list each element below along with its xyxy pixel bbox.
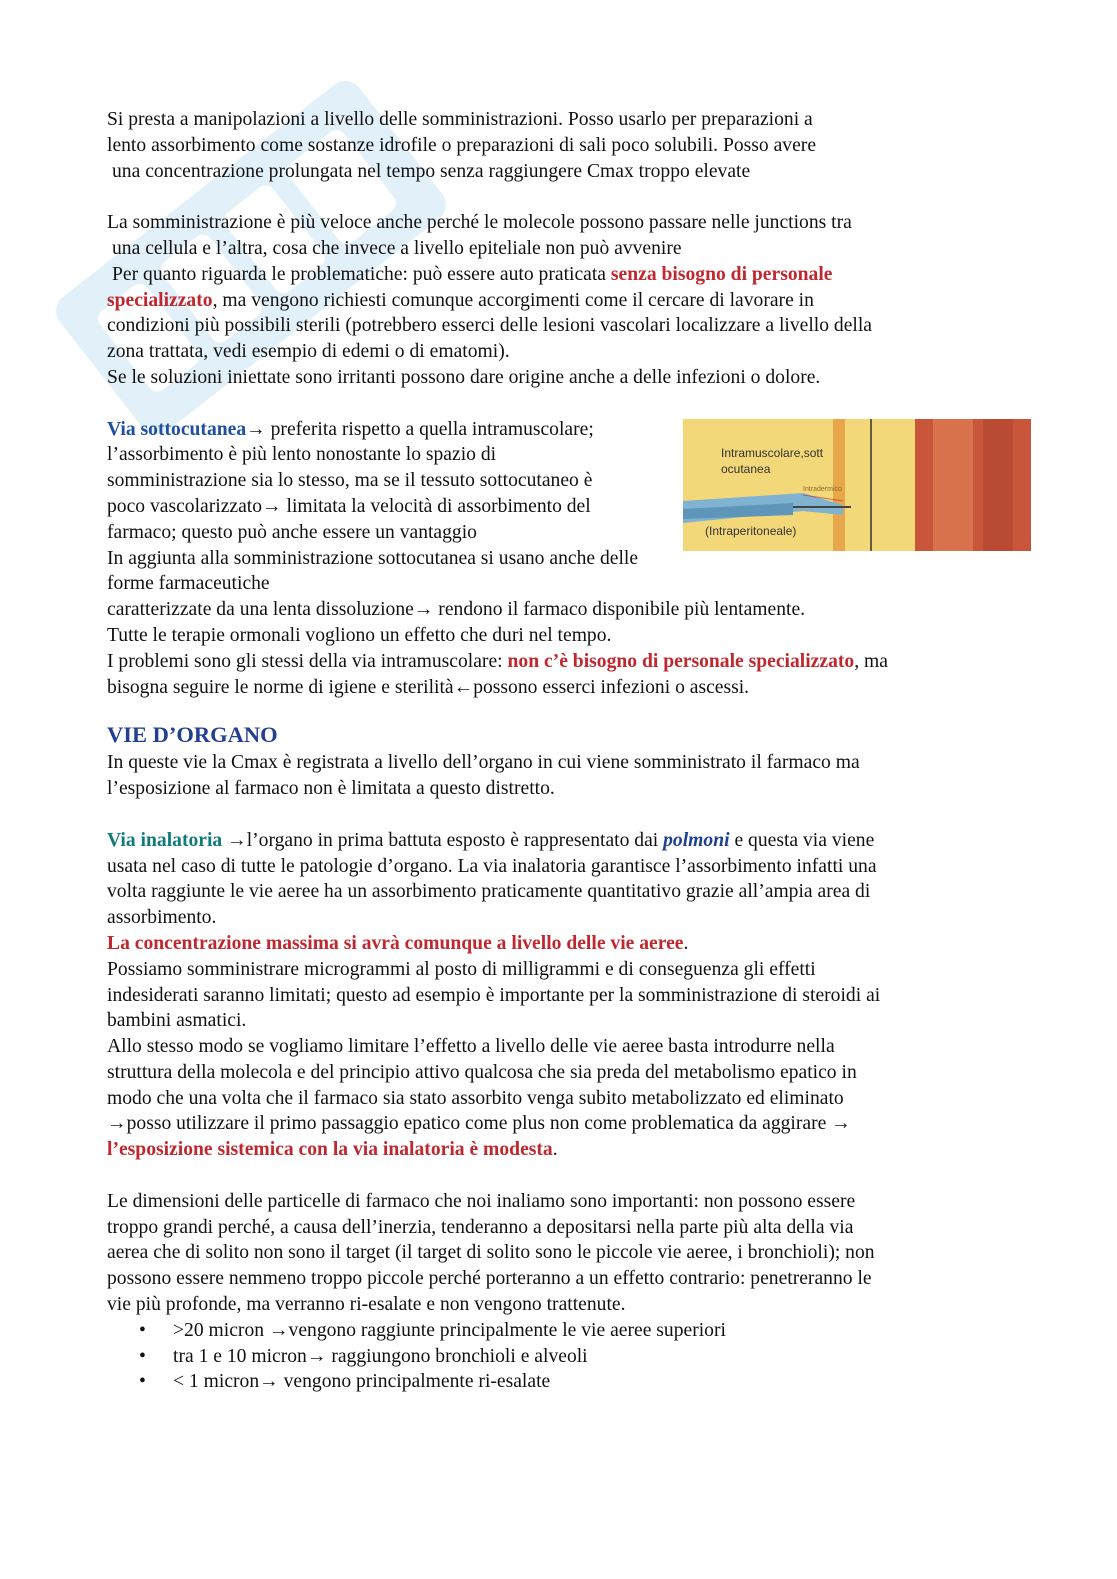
highlight-red: senza bisogno di personale — [610, 263, 833, 285]
highlight-red: non c’è bisogno di personale specializzato — [507, 650, 855, 672]
text-line: specializzato, ma vengono richiesti comunque accorgimenti come il cercare di lavorare in — [107, 289, 814, 311]
arrow-icon: → — [262, 495, 282, 517]
injection-figure — [683, 419, 1031, 551]
figure-label: Intramuscolare,sott — [721, 445, 824, 460]
text-line: Via sottocutanea→ preferita rispetto a quella intramuscolare; — [107, 418, 594, 440]
text-line: bambini asmatici. — [107, 1010, 247, 1032]
text-line: bisogna seguire le norme di igiene e sterilità←possono esserci infezioni o ascessi. — [107, 676, 750, 698]
text-line: vie più profonde, ma verranno ri-esalate e non vengono trattenute. — [107, 1294, 626, 1316]
text-line: struttura della molecola e del principio attivo qualcosa che sia preda del metabolismo epatico in — [107, 1061, 857, 1083]
text-line: La somministrazione è più veloce anche perché le molecole possono passare nelle junctions tra — [107, 212, 852, 234]
text-line: Allo stesso modo se vogliamo limitare l’effetto a livello delle vie aeree basta introdurre nella — [107, 1036, 835, 1058]
document-body — [107, 107, 1007, 1395]
highlight-red: l’esposizione sistemica con la via inalatoria è modesta — [107, 1139, 553, 1161]
highlight-italic: polmoni — [663, 829, 730, 851]
list-item: • tra 1 e 10 micron→ raggiungono bronchioli e alveoli — [107, 1344, 1007, 1370]
section-heading: VIE D’ORGANO — [107, 722, 278, 748]
list-item: • < 1 micron→ vengono principalmente ri-esalate — [107, 1369, 1007, 1395]
text-line: l’assorbimento è più lento nonostante lo spazio di — [107, 444, 497, 466]
text-line: condizioni più possibili sterili (potrebbero esserci delle lesioni vascolari localizzare a livello della — [107, 315, 872, 337]
section-title: Via sottocutanea — [107, 418, 247, 440]
text-line: Se le soluzioni iniettate sono irritanti possono dare origine anche a delle infezioni o dolore. — [107, 366, 821, 388]
arrow-icon: ← — [453, 676, 474, 698]
text-line: troppo grandi perché, a causa dell’inerzia, tenderanno a depositarsi nella parte più alta della via — [107, 1216, 854, 1238]
text-line: Le dimensioni delle particelle di farmaco che noi inaliamo sono importanti: non possono essere — [107, 1190, 856, 1212]
text-line: In aggiunta alla somministrazione sottocutanea si usano anche delle forme farmaceutiche — [107, 547, 639, 595]
bullet-list — [107, 1318, 1007, 1395]
bullet-icon: • — [139, 1345, 146, 1367]
text-line: una cellula e l’altra, cosa che invece a livello epiteliale non può avvenire — [112, 237, 682, 259]
section-title: Via inalatoria — [107, 829, 223, 851]
figure-label: (Intraperitoneale) — [705, 523, 797, 538]
highlight-red: La concentrazione massima si avrà comunque a livello delle vie aeree — [107, 932, 684, 954]
highlight-red: specializzato — [107, 289, 213, 311]
text-line: somministrazione sia lo stesso, ma se il tessuto sottocutaneo è — [107, 470, 593, 492]
figure-label: ocutanea — [721, 461, 771, 476]
text-line: aerea che di solito non sono il target (il target di solito sono le piccole vie aeree, i bronchioli); non — [107, 1242, 875, 1264]
text-line: l’esposizione al farmaco non è limitata a questo distretto. — [107, 778, 555, 800]
text-line: La concentrazione massima si avrà comunque a livello delle vie aeree. — [107, 932, 689, 954]
text-line: Si presta a manipolazioni a livello delle somministrazioni. Posso usarlo per preparazioni a — [107, 109, 813, 130]
text-line: una concentrazione prolungata nel tempo senza raggiungere Cmax troppo elevate — [112, 160, 751, 182]
text-line: zona trattata, vedi esempio di edemi o di ematomi). — [107, 341, 510, 363]
text-line: Tutte le terapie ormonali vogliono un effetto che duri nel tempo. — [107, 624, 612, 646]
text-line: I problemi sono gli stessi della via intramuscolare: non c’è bisogno di personale specializzato, ma — [107, 650, 888, 672]
text-line: usata nel caso di tutte le patologie d’organo. La via inalatoria garantisce l’assorbimento infatti una — [107, 855, 877, 877]
text-line: indesiderati saranno limitati; questo ad esempio è importante per la somministrazione di steroidi ai — [107, 984, 881, 1006]
text-line: modo che una volta che il farmaco sia stato assorbito venga subito metabolizzato ed eliminato — [107, 1087, 844, 1109]
text-line: In queste vie la Cmax è registrata a livello dell’organo in cui viene somministrato il farmaco ma — [107, 752, 860, 774]
text-line: lento assorbimento come sostanze idrofile o preparazioni di sali poco solubili. Posso avere — [107, 134, 817, 156]
text-line: volta raggiunte le vie aeree ha un assorbimento praticamente quantitativo grazie all’ampia area di — [107, 881, 871, 903]
text-line: assorbimento. — [107, 907, 217, 929]
text-line: possono essere nemmeno troppo piccole perché porteranno a un effetto contrario: penetreranno le — [107, 1268, 872, 1290]
arrow-icon: → — [107, 1113, 127, 1135]
figure-label: Intradermico — [803, 485, 842, 493]
text-line: caratterizzate da una lenta dissoluzione→ rendono il farmaco disponibile più lentamente. — [107, 599, 806, 621]
bullet-icon: • — [139, 1371, 146, 1393]
text-line: Per quanto riguarda le problematiche: può essere auto praticata senza bisogno di personale — [112, 263, 833, 285]
text-line: Via inalatoria →l’organo in prima battuta esposto è rappresentato dai polmoni e questa via viene — [107, 829, 875, 851]
text-line: Possiamo somministrare microgrammi al posto di milligrammi e di conseguenza gli effetti — [107, 958, 816, 980]
list-item: • >20 micron →vengono raggiunte principalmente le vie aeree superiori — [107, 1318, 1007, 1344]
bullet-icon: • — [139, 1319, 146, 1341]
text-line: l’esposizione sistemica con la via inalatoria è modesta. — [107, 1139, 558, 1161]
text-line: farmaco; questo può anche essere un vantaggio — [107, 521, 477, 543]
text-line: poco vascolarizzato→ limitata la velocità di assorbimento del — [107, 495, 591, 517]
text-line: →posso utilizzare il primo passaggio epatico come plus non come problematica da aggirare → — [107, 1113, 851, 1135]
